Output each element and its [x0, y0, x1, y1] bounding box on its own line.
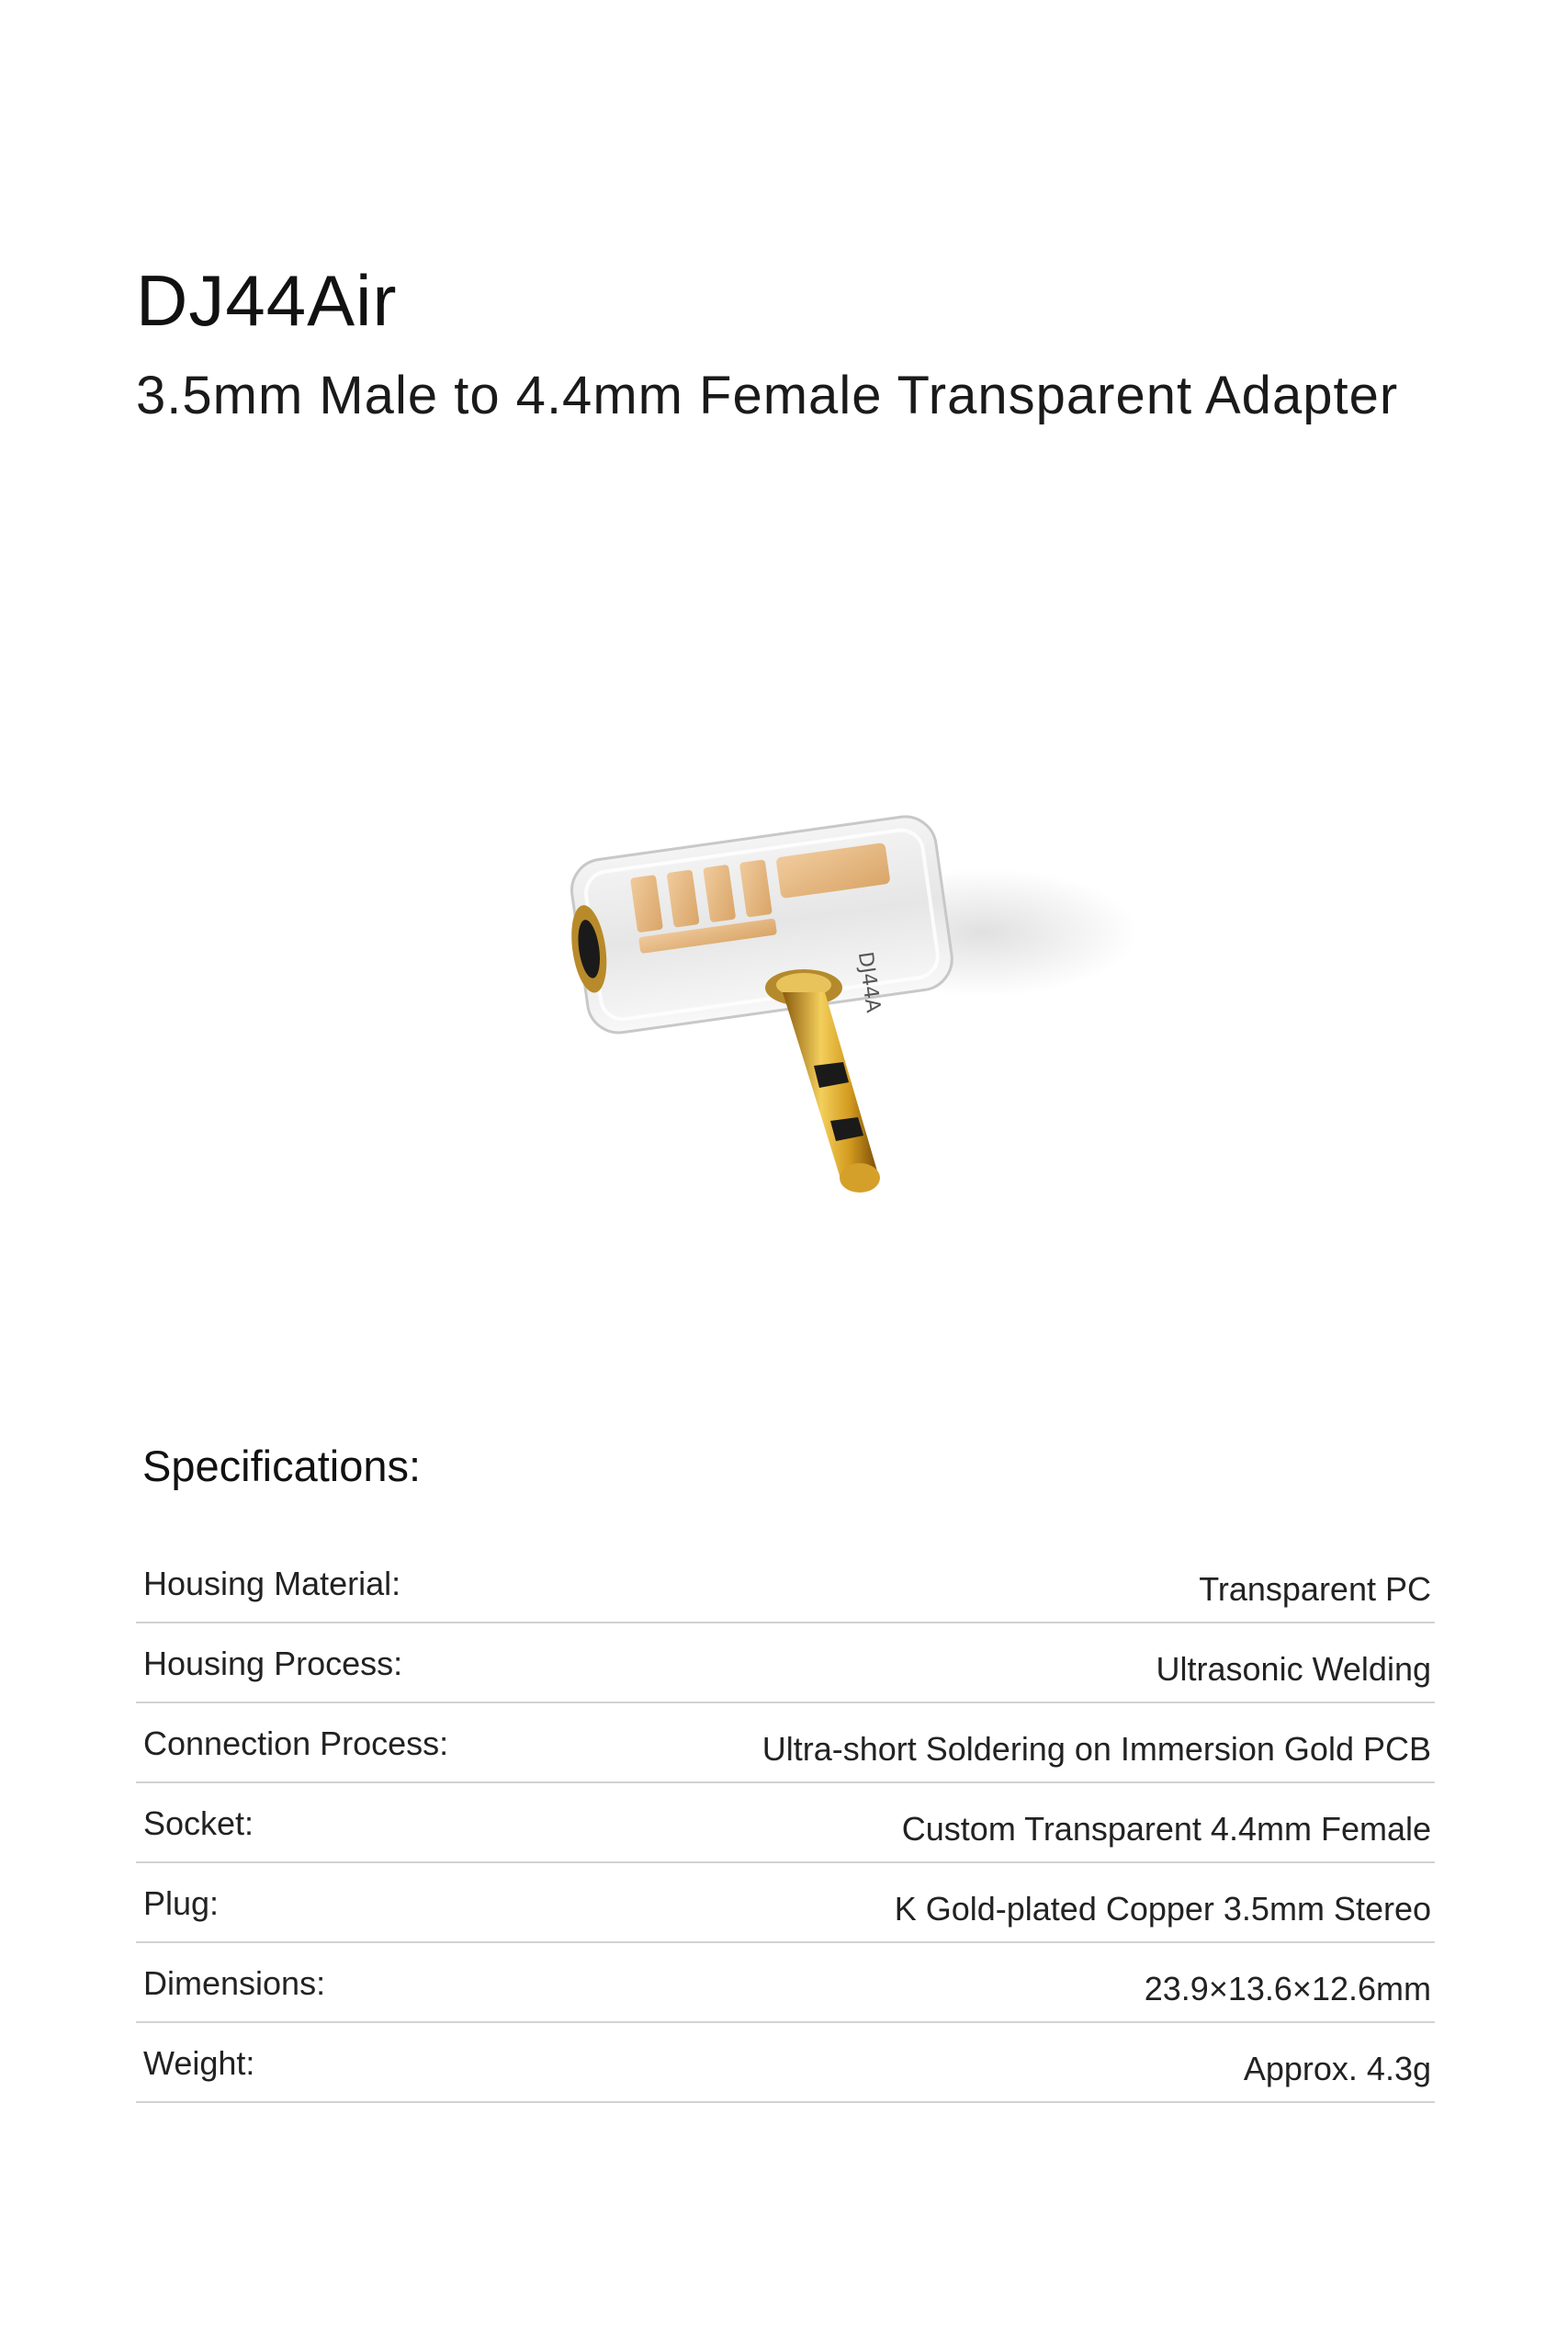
spec-value: Ultra-short Soldering on Immersion Gold PCB	[761, 1730, 1431, 1768]
adapter-housing	[560, 813, 958, 1053]
spec-row-dimensions	[136, 1943, 1435, 2023]
specifications-heading: Specifications:	[142, 1442, 422, 1490]
spec-value: Transparent PC	[1199, 1570, 1431, 1608]
spec-value: K Gold-plated Copper 3.5mm Stereo	[894, 1890, 1431, 1928]
spec-row-connection-process	[136, 1703, 1435, 1783]
spec-row-housing-process	[136, 1623, 1435, 1703]
spec-value: Ultrasonic Welding	[1156, 1650, 1431, 1688]
spec-row-plug	[136, 1863, 1435, 1943]
spec-value: Approx. 4.3g	[1243, 2050, 1431, 2087]
spec-label: Connection Process:	[143, 1724, 449, 1762]
body-label: DJ44A	[852, 950, 885, 1014]
spec-label: Dimensions:	[143, 1964, 326, 2002]
specifications-table	[136, 1544, 1435, 2103]
spec-value: Custom Transparent 4.4mm Female	[901, 1810, 1431, 1848]
spec-row-weight	[136, 2023, 1435, 2103]
spec-label: Housing Material:	[143, 1565, 401, 1602]
spec-label: Housing Process:	[143, 1645, 403, 1682]
spec-label: Plug:	[143, 1884, 220, 1922]
spec-label: Socket:	[143, 1804, 254, 1842]
spec-value: 23.9×13.6×12.6mm	[1144, 1970, 1431, 2007]
spec-label: Weight:	[143, 2044, 255, 2082]
spec-row-socket	[136, 1783, 1435, 1863]
product-subtitle: 3.5mm Male to 4.4mm Female Transparent Adapter	[136, 366, 1399, 425]
product-image	[551, 772, 1194, 1231]
product-title: DJ44Air	[136, 260, 398, 341]
spec-row-housing-material	[136, 1544, 1435, 1623]
